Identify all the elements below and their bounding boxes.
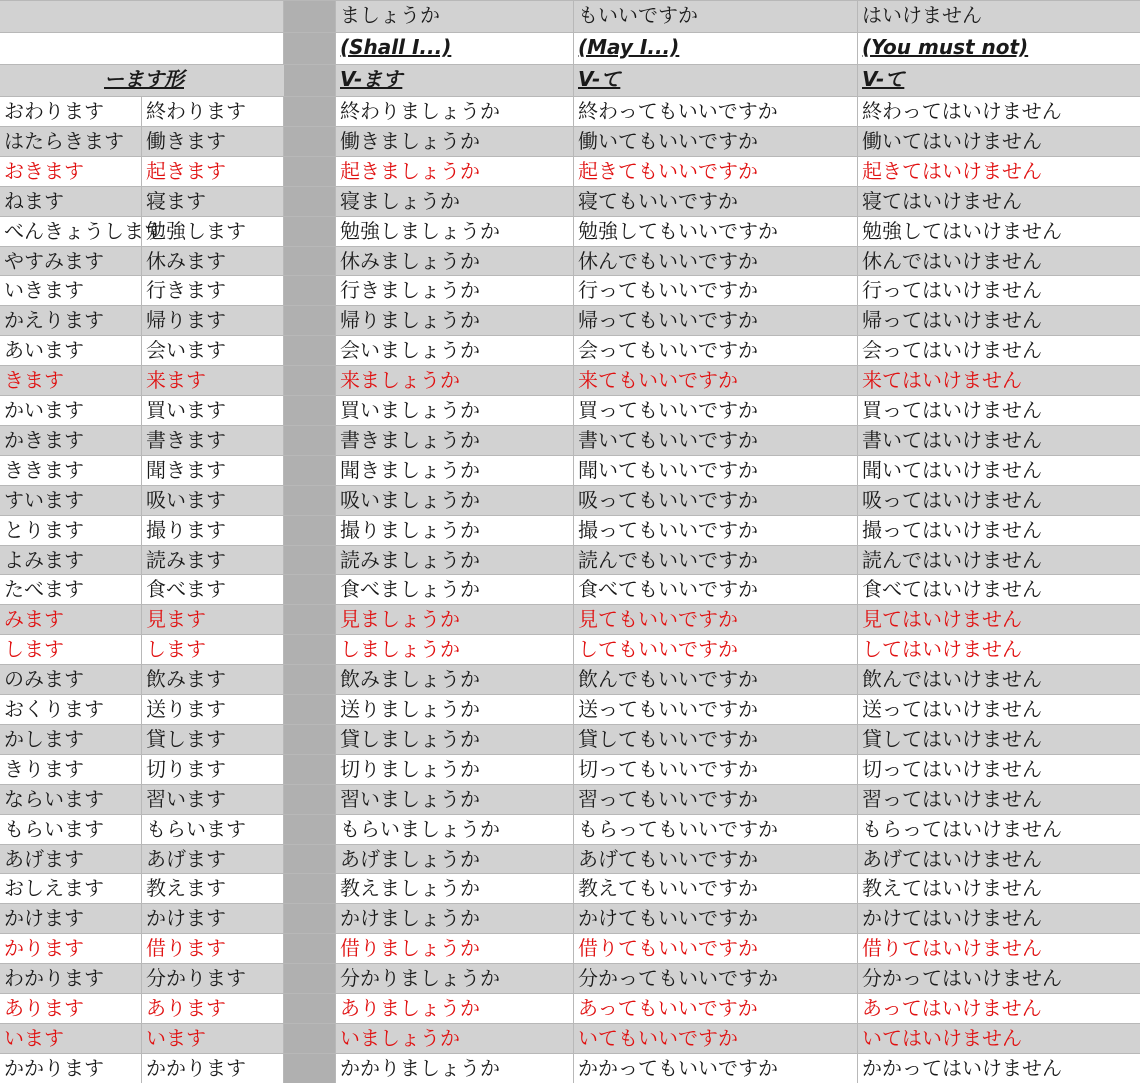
gutter-cell: [284, 187, 336, 216]
mashouka-cell: かけましょうか: [336, 904, 574, 933]
gutter-cell: [284, 486, 336, 515]
moiidesuka-cell: 読んでもいいですか: [574, 546, 858, 575]
gutter-cell: [284, 575, 336, 604]
kana-cell: やすみます: [0, 247, 142, 276]
kana-cell: かります: [0, 934, 142, 963]
table-row: [0, 993, 1140, 1023]
kanji-cell: 寝ます: [142, 187, 284, 216]
mashouka-cell: 起きましょうか: [336, 157, 574, 186]
table-row: [0, 1023, 1140, 1053]
waikemasen-cell: 貸してはいけません: [862, 726, 1042, 751]
kanji-cell: 貸します: [142, 725, 284, 754]
kanji-cell: もらいます: [142, 815, 284, 844]
gutter-cell: [284, 635, 336, 664]
moiidesuka-cell: 書いてもいいですか: [574, 426, 858, 455]
table-row: [0, 604, 1140, 634]
waikemasen-cell: 習ってはいけません: [862, 786, 1042, 811]
moiidesuka-cell: 寝てもいいですか: [574, 187, 858, 216]
moiidesuka-cell: いてもいいですか: [574, 1024, 858, 1053]
kanji-cell: 会います: [142, 336, 284, 365]
header-cell: [142, 33, 284, 64]
moiidesuka-cell: もらってもいいですか: [574, 815, 858, 844]
gutter-cell: [284, 665, 336, 694]
gutter-cell: [284, 157, 336, 186]
gutter-cell: [284, 306, 336, 335]
table-row: [0, 694, 1140, 724]
table-row: [0, 1053, 1140, 1083]
mashouka-cell: 終わりましょうか: [336, 97, 574, 126]
table-row: [0, 724, 1140, 754]
gutter-cell: [284, 815, 336, 844]
waikemasen-cell: あってはいけません: [862, 996, 1042, 1020]
mashouka-cell: ありましょうか: [336, 994, 574, 1023]
kanji-cell: 借ります: [142, 934, 284, 963]
kana-cell: たべます: [0, 575, 142, 604]
moiidesuka-cell: 撮ってもいいですか: [574, 516, 858, 545]
kanji-cell: 吸います: [142, 486, 284, 515]
gutter-cell: [284, 336, 336, 365]
moiidesuka-cell: あってもいいですか: [574, 994, 858, 1023]
kanji-cell: 買います: [142, 396, 284, 425]
waikemasen-cell: 教えてはいけません: [862, 876, 1042, 901]
gutter-cell: [284, 127, 336, 156]
kana-cell: します: [0, 635, 142, 664]
moiidesuka-cell: 食べてもいいですか: [574, 575, 858, 604]
kana-cell: よみます: [0, 546, 142, 575]
header-cell: [0, 33, 142, 64]
kana-cell: すいます: [0, 486, 142, 515]
kanji-cell: います: [142, 1024, 284, 1053]
kana-cell: あります: [0, 994, 142, 1023]
moiidesuka-cell: 来てもいいですか: [574, 366, 858, 395]
moiidesuka-cell: 習ってもいいですか: [574, 785, 858, 814]
mashouka-cell: 切りましょうか: [336, 755, 574, 784]
waikemasen-cell: 送ってはいけません: [862, 697, 1042, 721]
gutter-cell: [284, 276, 336, 305]
kana-cell: あげます: [0, 845, 142, 874]
header-row-forms: [0, 0, 1140, 32]
kana-cell: おしえます: [0, 874, 142, 903]
kanji-cell: かけます: [142, 904, 284, 933]
moiidesuka-cell: 買ってもいいですか: [574, 396, 858, 425]
kanji-cell: あげます: [142, 845, 284, 874]
mashouka-cell: 聞きましょうか: [336, 456, 574, 485]
gutter-cell: [284, 1, 336, 32]
moiidesuka-cell: 吸ってもいいですか: [574, 486, 858, 515]
mashouka-cell: 送りましょうか: [336, 695, 574, 724]
kana-cell: かします: [0, 725, 142, 754]
moiidesuka-cell: かかってもいいですか: [574, 1054, 858, 1083]
table-row: [0, 335, 1140, 365]
moiidesuka-cell: 飲んでもいいですか: [574, 665, 858, 694]
mashouka-cell: 来ましょうか: [336, 366, 574, 395]
waikemasen-cell: 起きてはいけません: [862, 158, 1042, 183]
mashouka-cell: 撮りましょうか: [336, 516, 574, 545]
gutter-cell: [284, 994, 336, 1023]
waikemasen-cell: 来てはいけません: [862, 368, 1022, 393]
moiidesuka-cell: 借りてもいいですか: [574, 934, 858, 963]
waikemasen-cell: 帰ってはいけません: [862, 308, 1042, 333]
table-row: [0, 246, 1140, 276]
waikemasen-cell: 買ってはいけません: [862, 398, 1042, 422]
waikemasen-cell: 会ってはいけません: [862, 338, 1042, 363]
gutter-cell: [284, 456, 336, 485]
kanji-cell: 終わります: [142, 97, 284, 126]
mashouka-cell: 貸しましょうか: [336, 725, 574, 754]
header-base-v-te-2: V-て: [862, 67, 905, 91]
mashouka-cell: 買いましょうか: [336, 396, 574, 425]
kana-cell: きます: [0, 366, 142, 395]
kana-cell: はたらきます: [0, 127, 142, 156]
table-row: [0, 96, 1140, 126]
mashouka-cell: あげましょうか: [336, 845, 574, 874]
table-row: [0, 664, 1140, 694]
mashouka-cell: 勉強しましょうか: [336, 217, 574, 246]
waikemasen-cell: 終わってはいけません: [862, 99, 1062, 123]
kanji-cell: 見ます: [142, 605, 284, 634]
gutter-cell: [284, 725, 336, 754]
table-row: [0, 395, 1140, 425]
moiidesuka-cell: 起きてもいいですか: [574, 157, 858, 186]
table-row: [0, 156, 1140, 186]
kana-cell: かけます: [0, 904, 142, 933]
kanji-cell: 食べます: [142, 575, 284, 604]
moiidesuka-cell: 休んでもいいですか: [574, 247, 858, 276]
table-row: [0, 754, 1140, 784]
kanji-cell: 休みます: [142, 247, 284, 276]
header-base-v-te: V-て: [574, 65, 858, 96]
kana-cell: みます: [0, 605, 142, 634]
kana-cell: きります: [0, 755, 142, 784]
moiidesuka-cell: あげてもいいですか: [574, 845, 858, 874]
waikemasen-cell: 行ってはいけません: [862, 278, 1042, 303]
kanji-cell: 働きます: [142, 127, 284, 156]
waikemasen-cell: 見てはいけません: [862, 607, 1022, 632]
gutter-cell: [284, 1054, 336, 1083]
header-row-base: [0, 64, 1140, 96]
waikemasen-cell: 切ってはいけません: [862, 756, 1042, 781]
table-row: [0, 873, 1140, 903]
table-row: [0, 365, 1140, 395]
kanji-cell: 聞きます: [142, 456, 284, 485]
kana-cell: のみます: [0, 665, 142, 694]
table-row: [0, 933, 1140, 963]
waikemasen-cell: 飲んではいけません: [862, 667, 1042, 692]
kana-cell: かきます: [0, 426, 142, 455]
gutter-cell: [284, 396, 336, 425]
moiidesuka-cell: 分かってもいいですか: [574, 964, 858, 993]
moiidesuka-cell: 働いてもいいですか: [574, 127, 858, 156]
mashouka-cell: しましょうか: [336, 635, 574, 664]
kana-cell: かいます: [0, 396, 142, 425]
waikemasen-cell: 読んではいけません: [862, 547, 1042, 572]
table-row: [0, 574, 1140, 604]
waikemasen-cell: 聞いてはいけません: [862, 457, 1042, 482]
gutter-cell: [284, 516, 336, 545]
waikemasen-cell: あげてはいけません: [862, 846, 1042, 871]
kana-cell: とります: [0, 516, 142, 545]
kanji-cell: 来ます: [142, 366, 284, 395]
kana-cell: います: [0, 1024, 142, 1053]
kanji-cell: 勉強します: [142, 217, 284, 246]
mashouka-cell: 行きましょうか: [336, 276, 574, 305]
waikemasen-cell: もらってはいけません: [862, 816, 1062, 841]
mashouka-cell: 読みましょうか: [336, 546, 574, 575]
table-row: [0, 186, 1140, 216]
kana-cell: いきます: [0, 276, 142, 305]
header-form-waikemasen: はいけません: [862, 3, 982, 27]
moiidesuka-cell: 送ってもいいですか: [574, 695, 858, 724]
mashouka-cell: 帰りましょうか: [336, 306, 574, 335]
kanji-cell: 行きます: [142, 276, 284, 305]
header-form-moiidesuka: もいいですか: [574, 1, 858, 32]
moiidesuka-cell: 会ってもいいですか: [574, 336, 858, 365]
gutter-cell: [284, 695, 336, 724]
kana-cell: もらいます: [0, 815, 142, 844]
kana-cell: あいます: [0, 336, 142, 365]
mashouka-cell: 休みましょうか: [336, 247, 574, 276]
table-row: [0, 844, 1140, 874]
waikemasen-cell: かかってはいけません: [862, 1055, 1062, 1080]
gutter-cell: [284, 1024, 336, 1053]
waikemasen-cell: いてはいけません: [862, 1025, 1022, 1050]
moiidesuka-cell: 聞いてもいいですか: [574, 456, 858, 485]
table-row: [0, 515, 1140, 545]
kanji-cell: します: [142, 635, 284, 664]
gutter-cell: [284, 97, 336, 126]
moiidesuka-cell: 帰ってもいいですか: [574, 306, 858, 335]
moiidesuka-cell: 勉強してもいいですか: [574, 217, 858, 246]
mashouka-cell: 働きましょうか: [336, 127, 574, 156]
gutter-cell: [284, 546, 336, 575]
mashouka-cell: いましょうか: [336, 1024, 574, 1053]
header-row-english: [0, 32, 1140, 64]
waikemasen-cell: してはいけません: [862, 637, 1022, 662]
waikemasen-cell: 書いてはいけません: [862, 427, 1042, 452]
kana-cell: ならいます: [0, 785, 142, 814]
waikemasen-cell: 借りてはいけません: [862, 936, 1042, 961]
kanji-cell: 読みます: [142, 546, 284, 575]
table-row: [0, 216, 1140, 246]
kanji-cell: 教えます: [142, 874, 284, 903]
waikemasen-cell: 勉強してはいけません: [862, 218, 1062, 243]
gutter-cell: [284, 366, 336, 395]
waikemasen-cell: 働いてはいけません: [862, 128, 1042, 153]
moiidesuka-cell: 切ってもいいですか: [574, 755, 858, 784]
table-row: [0, 784, 1140, 814]
mashouka-cell: 見ましょうか: [336, 605, 574, 634]
gutter-cell: [284, 426, 336, 455]
kanji-cell: あります: [142, 994, 284, 1023]
table-row: [0, 963, 1140, 993]
gutter-cell: [284, 874, 336, 903]
mashouka-cell: 分かりましょうか: [336, 964, 574, 993]
kanji-cell: 起きます: [142, 157, 284, 186]
kanji-cell: 飲みます: [142, 665, 284, 694]
moiidesuka-cell: 終わってもいいですか: [574, 97, 858, 126]
header-english-shall: (Shall I...): [336, 33, 574, 64]
kana-cell: ききます: [0, 456, 142, 485]
gutter-cell: [284, 247, 336, 276]
header-cell: [142, 1, 284, 32]
header-english-must-not: (You must not): [862, 35, 1029, 59]
header-form-mashouka: ましょうか: [336, 1, 574, 32]
waikemasen-cell: かけてはいけません: [862, 906, 1042, 931]
header-english-may: (May I...): [574, 33, 858, 64]
mashouka-cell: 習いましょうか: [336, 785, 574, 814]
kanji-cell: 送ります: [142, 695, 284, 724]
table-row: [0, 634, 1140, 664]
waikemasen-cell: 撮ってはいけません: [862, 517, 1042, 542]
kanji-cell: 切ります: [142, 755, 284, 784]
gutter-cell: [284, 217, 336, 246]
moiidesuka-cell: かけてもいいですか: [574, 904, 858, 933]
kana-cell: かえります: [0, 306, 142, 335]
gutter-cell: [284, 785, 336, 814]
gutter-cell: [284, 33, 336, 64]
mashouka-cell: かかりましょうか: [336, 1054, 574, 1083]
waikemasen-cell: 食べてはいけません: [862, 577, 1042, 602]
kana-cell: おきます: [0, 157, 142, 186]
waikemasen-cell: 寝てはいけません: [862, 188, 1022, 213]
table-row: [0, 903, 1140, 933]
kana-cell: べんきょうします: [0, 217, 142, 246]
header-cell: [0, 1, 142, 32]
table-row: [0, 455, 1140, 485]
table-row: [0, 814, 1140, 844]
moiidesuka-cell: してもいいですか: [574, 635, 858, 664]
table-row: [0, 485, 1140, 515]
mashouka-cell: 借りましょうか: [336, 934, 574, 963]
gutter-cell: [284, 755, 336, 784]
gutter-cell: [284, 904, 336, 933]
kana-cell: おわります: [0, 97, 142, 126]
moiidesuka-cell: 貸してもいいですか: [574, 725, 858, 754]
kanji-cell: 帰ります: [142, 306, 284, 335]
moiidesuka-cell: 行ってもいいですか: [574, 276, 858, 305]
mashouka-cell: 寝ましょうか: [336, 187, 574, 216]
kanji-cell: かかります: [142, 1054, 284, 1083]
table-row: [0, 305, 1140, 335]
kana-cell: かかります: [0, 1054, 142, 1083]
mashouka-cell: 吸いましょうか: [336, 486, 574, 515]
gutter-cell: [284, 65, 336, 96]
table-row: [0, 425, 1140, 455]
kanji-cell: 撮ります: [142, 516, 284, 545]
mashouka-cell: 飲みましょうか: [336, 665, 574, 694]
mashouka-cell: 書きましょうか: [336, 426, 574, 455]
kana-cell: おくります: [0, 695, 142, 724]
kanji-cell: 習います: [142, 785, 284, 814]
gutter-cell: [284, 605, 336, 634]
waikemasen-cell: 休んではいけません: [862, 248, 1042, 273]
kanji-cell: 分かります: [142, 964, 284, 993]
table-row: [0, 545, 1140, 575]
table-row: [0, 275, 1140, 305]
header-base-v-masu: V-ます: [336, 65, 574, 96]
gutter-cell: [284, 964, 336, 993]
gutter-cell: [284, 934, 336, 963]
moiidesuka-cell: 見てもいいですか: [574, 605, 858, 634]
moiidesuka-cell: 教えてもいいですか: [574, 874, 858, 903]
mashouka-cell: 会いましょうか: [336, 336, 574, 365]
waikemasen-cell: 分かってはいけません: [862, 966, 1062, 991]
kana-cell: ねます: [0, 187, 142, 216]
table-row: [0, 126, 1140, 156]
mashouka-cell: 食べましょうか: [336, 575, 574, 604]
waikemasen-cell: 吸ってはいけません: [862, 487, 1042, 512]
kanji-cell: 書きます: [142, 426, 284, 455]
gutter-cell: [284, 845, 336, 874]
kana-cell: わかります: [0, 964, 142, 993]
header-masu-form: ーます形: [104, 67, 184, 91]
mashouka-cell: 教えましょうか: [336, 874, 574, 903]
mashouka-cell: もらいましょうか: [336, 815, 574, 844]
